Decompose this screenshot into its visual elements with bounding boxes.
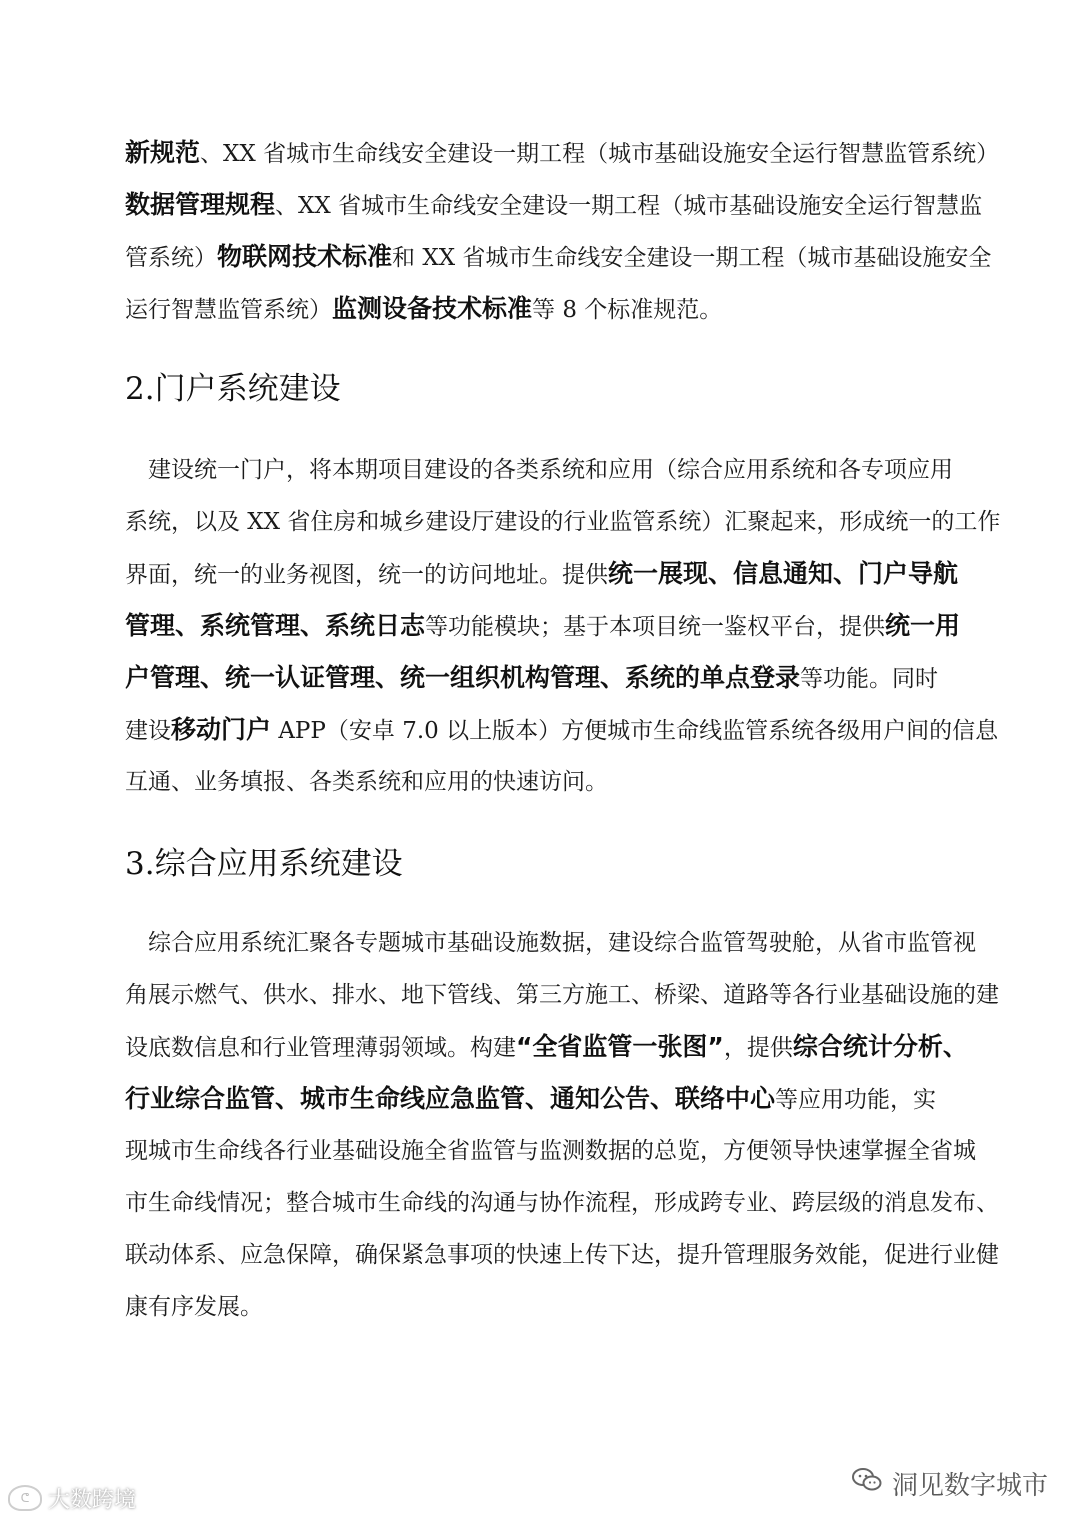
bold-text-run: 物联网技术标准 [217,242,393,271]
bold-text-run: 行业综合监管、城市生命线应急监管、通知公告、联络中心 [125,1084,776,1113]
bold-text-run: 新规范 [125,138,201,167]
section-heading-integrated-app: 3.综合应用系统建设 [125,846,403,882]
text-run: 等功能。同时 [800,666,939,692]
watermark-left [8,1482,136,1514]
text-run: 设底数信息和行业管理薄弱领域。构建 [125,1035,516,1061]
text-line [125,496,1001,548]
text-run: 等应用功能，实 [775,1087,937,1113]
watermark-right-text: 洞见数字城市 [891,1470,1048,1501]
text-line [125,127,1000,179]
text-run: 建设 [125,718,171,744]
text-line [125,756,940,808]
text-run: 市生命线情况；整合城市生命线的沟通与协作流程，形成跨专业、跨层级的消息发布、 [125,1190,999,1216]
dashuju-logo-icon: ᕦ [8,1485,42,1511]
text-run: 、XX 省城市生命线安全建设一期工程（城市基础设施安全运行智慧监管系统） [200,141,1000,167]
text-line [125,1177,999,1229]
bold-text-run: “全省监管一张图” [516,1032,724,1061]
text-run: 康有序发展。 [125,1294,263,1320]
text-run: 综合应用系统汇聚各专题城市基础设施数据，建设综合监管驾驶舱，从省市监管视 [125,930,976,956]
bold-text-run: 监测设备技术标准 [332,294,533,323]
text-line [125,179,983,231]
text-run: 角展示燃气、供水、排水、地下管线、第三方施工、桥梁、道路等各行业基础设施的建 [125,982,999,1008]
bold-text-run: 统一展现、信息通知、门户导航 [608,559,959,588]
text-run: 管系统） [125,245,217,271]
text-run: APP（安卓 7.0 以上版本）方便城市生命线监管系统各级用户间的信息 [271,718,999,744]
text-line [125,1125,976,1177]
text-line [125,969,999,1021]
text-line [125,704,999,756]
text-run: 等 8 个标准规范。 [532,297,723,323]
text-line [125,548,959,600]
bold-text-run: 户管理、统一认证管理、统一组织机构管理、系统的单点登录 [125,663,801,692]
text-line [125,283,940,335]
text-run: 等功能模块；基于本项目统一鉴权平台，提供 [425,614,886,640]
text-run: 联动体系、应急保障，确保紧急事项的快速上传下达，提升管理服务效能，促进行业健 [125,1242,999,1268]
text-line [125,917,976,969]
section-heading-portal: 2.门户系统建设 [125,371,341,407]
watermark-left-text: 大数跨境 [48,1487,137,1513]
bold-text-run: 管理、系统管理、系统日志 [125,611,426,640]
watermark-right [852,1463,1048,1503]
text-run: 、XX 省城市生命线安全建设一期工程（城市基础设施安全运行智慧监 [275,193,983,219]
text-run: 运行智慧监管系统） [125,297,332,323]
text-line [125,652,940,704]
paragraph-standards [125,127,1000,335]
wechat-icon [852,1467,882,1500]
text-run: 建设统一门户，将本期项目建设的各类系统和应用（综合应用系统和各专项应用 [125,457,953,483]
text-run: 界面，统一的业务视图，统一的访问地址。提供 [125,562,608,588]
text-line [125,1073,940,1125]
bold-text-run: 数据管理规程 [125,190,276,219]
text-line [125,231,992,283]
text-run: 现城市生命线各行业基础设施全省监管与监测数据的总览，方便领导快速掌握全省城 [125,1138,976,1164]
bold-text-run: 综合统计分析、 [792,1032,968,1061]
text-run: 系统，以及 XX 省住房和城乡建设厅建设的行业监管系统）汇聚起来，形成统一的工作 [125,509,1001,535]
text-run: ，提供 [723,1035,793,1061]
text-line [125,600,961,652]
text-line [125,1021,968,1073]
bold-text-run: 统一用 [885,611,961,640]
text-run: 互通、业务填报、各类系统和应用的快速访问。 [125,769,608,795]
text-line [125,444,953,496]
paragraph-portal [125,444,1001,808]
text-run: 和 XX 省城市生命线安全建设一期工程（城市基础设施安全 [392,245,992,271]
bold-text-run: 移动门户 [171,715,272,744]
text-line [125,1229,999,1281]
text-line [125,1281,940,1333]
paragraph-integrated-app [125,917,999,1333]
